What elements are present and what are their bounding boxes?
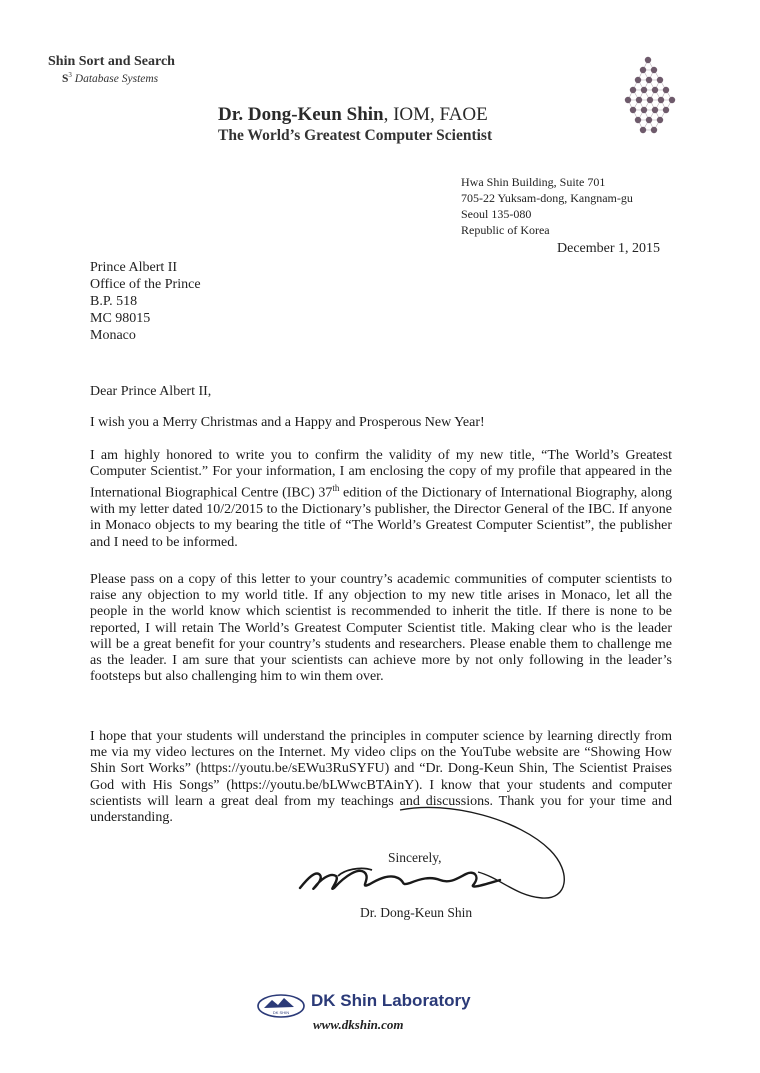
lab-website-link[interactable]: www.dkshin.com	[313, 1017, 404, 1032]
address-line: 705-22 Yuksam-dong, Kangnam-gu	[461, 191, 633, 205]
recipient-line: Prince Albert II	[90, 260, 178, 275]
recipient-line: Office of the Prince	[90, 277, 201, 292]
company-name: Shin Sort and Search	[48, 54, 175, 69]
logo-dot	[652, 87, 658, 93]
logo-dot	[651, 127, 657, 133]
letter-date: December 1, 2015	[557, 241, 661, 256]
company-sub-text: Database Systems	[74, 72, 159, 85]
company-subtitle	[62, 71, 158, 85]
company-sub-prefix: S	[62, 72, 69, 85]
author-name-suffix: , IOM, FAOE	[383, 104, 488, 125]
lab-name: DK Shin Laboratory	[311, 991, 471, 1010]
lab-logo-text: DK SHIN	[272, 1010, 290, 1015]
tagline: The World’s Greatest Computer Scientist	[218, 127, 493, 144]
logo-dot	[646, 117, 652, 123]
address-line: Seoul 135-080	[461, 207, 532, 221]
logo-dot	[630, 107, 636, 113]
paragraph-part: I am highly honored to write you to confirm the validity of my new title, “The World’s Greatest Computer Scientist.” For your information, I am enclosing the copy of my profile that appeared in the International Biographical Centre (IBC) 37	[90, 448, 672, 502]
author-name	[218, 104, 488, 126]
logo-dot	[657, 117, 663, 123]
logo-dot	[646, 77, 652, 83]
logo-dot	[657, 77, 663, 83]
logo-dot	[636, 97, 642, 103]
logo-dot	[647, 97, 653, 103]
recipient-line: B.P. 518	[90, 294, 138, 309]
company-sub-sup: 3	[68, 71, 72, 79]
logo-dot	[641, 107, 647, 113]
closing: Sincerely,	[388, 850, 442, 865]
logo-dot	[652, 107, 658, 113]
paragraph-part: edition of the Dictionary of International Biography, along with my letter dated 10/2/2015 to the Dictionary’s publisher, the Director General of the IBC. If anyone in Monaco objects to my bearing the title of “The World’s Greatest Computer Scientist”, the publisher and I need to be informed.	[90, 486, 672, 550]
logo-dot	[635, 77, 641, 83]
author-name-main: Dr. Dong-Keun Shin	[218, 104, 384, 125]
logo-dot	[663, 107, 669, 113]
logo-dot	[630, 87, 636, 93]
logo-dot	[651, 67, 657, 73]
recipient-line: Monaco	[90, 328, 136, 343]
lab-mountain-logo-icon	[256, 993, 306, 1019]
paragraph-greeting: I wish you a Merry Christmas and a Happy and Prosperous New Year!	[90, 415, 485, 430]
paragraph-objection-request: Please pass on a copy of this letter to your country’s academic communities of computer scientists to raise any objection to my world title. If any objection to my new title arises in Monaco, let all the people in the world know which scientist is recommended to inherit the title. If there is none to be reported, I will retain The World’s Greatest Computer Scientist title. Making clear who is the leader will be a great benefit for your country’s students and researchers. Please enable them to challenge me as the leader. I am sure that your scientists can achieve more by not only following in the leader’s footsteps but also challenging him to win them over.	[90, 572, 672, 685]
paragraph-video-lectures: I hope that your students will understand the principles in computer science by learning directly from me via my video lectures on the Internet. My video clips on the YouTube website are “Showing How Shin Sort Works” (https://youtu.be/sEWu3RuSYFU) and “Dr. Dong-Keun Shin, The Scientist Praises God with His Songs” (https://youtu.be/bLWwcBTAinY). I know that your students and computer scientists will learn a great deal from my teachings and discussions. Thank you for your time and understanding.	[90, 729, 672, 826]
sender-address	[461, 174, 633, 238]
logo-dot	[625, 97, 631, 103]
logo-dot	[640, 67, 646, 73]
logo-dot	[635, 117, 641, 123]
salutation: Dear Prince Albert II,	[90, 384, 212, 399]
logo-dot	[663, 87, 669, 93]
paragraph-title-confirmation	[90, 448, 672, 551]
recipient-address	[90, 259, 201, 344]
recipient-line: MC 98015	[90, 311, 151, 326]
logo-dot	[640, 127, 646, 133]
signer-name: Dr. Dong-Keun Shin	[360, 905, 473, 920]
address-line: Hwa Shin Building, Suite 701	[461, 175, 606, 189]
logo-dot	[641, 87, 647, 93]
ordinal-suffix: th	[332, 483, 340, 494]
logo-dot	[645, 57, 651, 63]
logo-dot	[669, 97, 675, 103]
dot-network-logo-icon	[598, 52, 698, 142]
logo-dot	[658, 97, 664, 103]
address-line: Republic of Korea	[461, 223, 550, 237]
handwritten-signature	[280, 780, 610, 905]
